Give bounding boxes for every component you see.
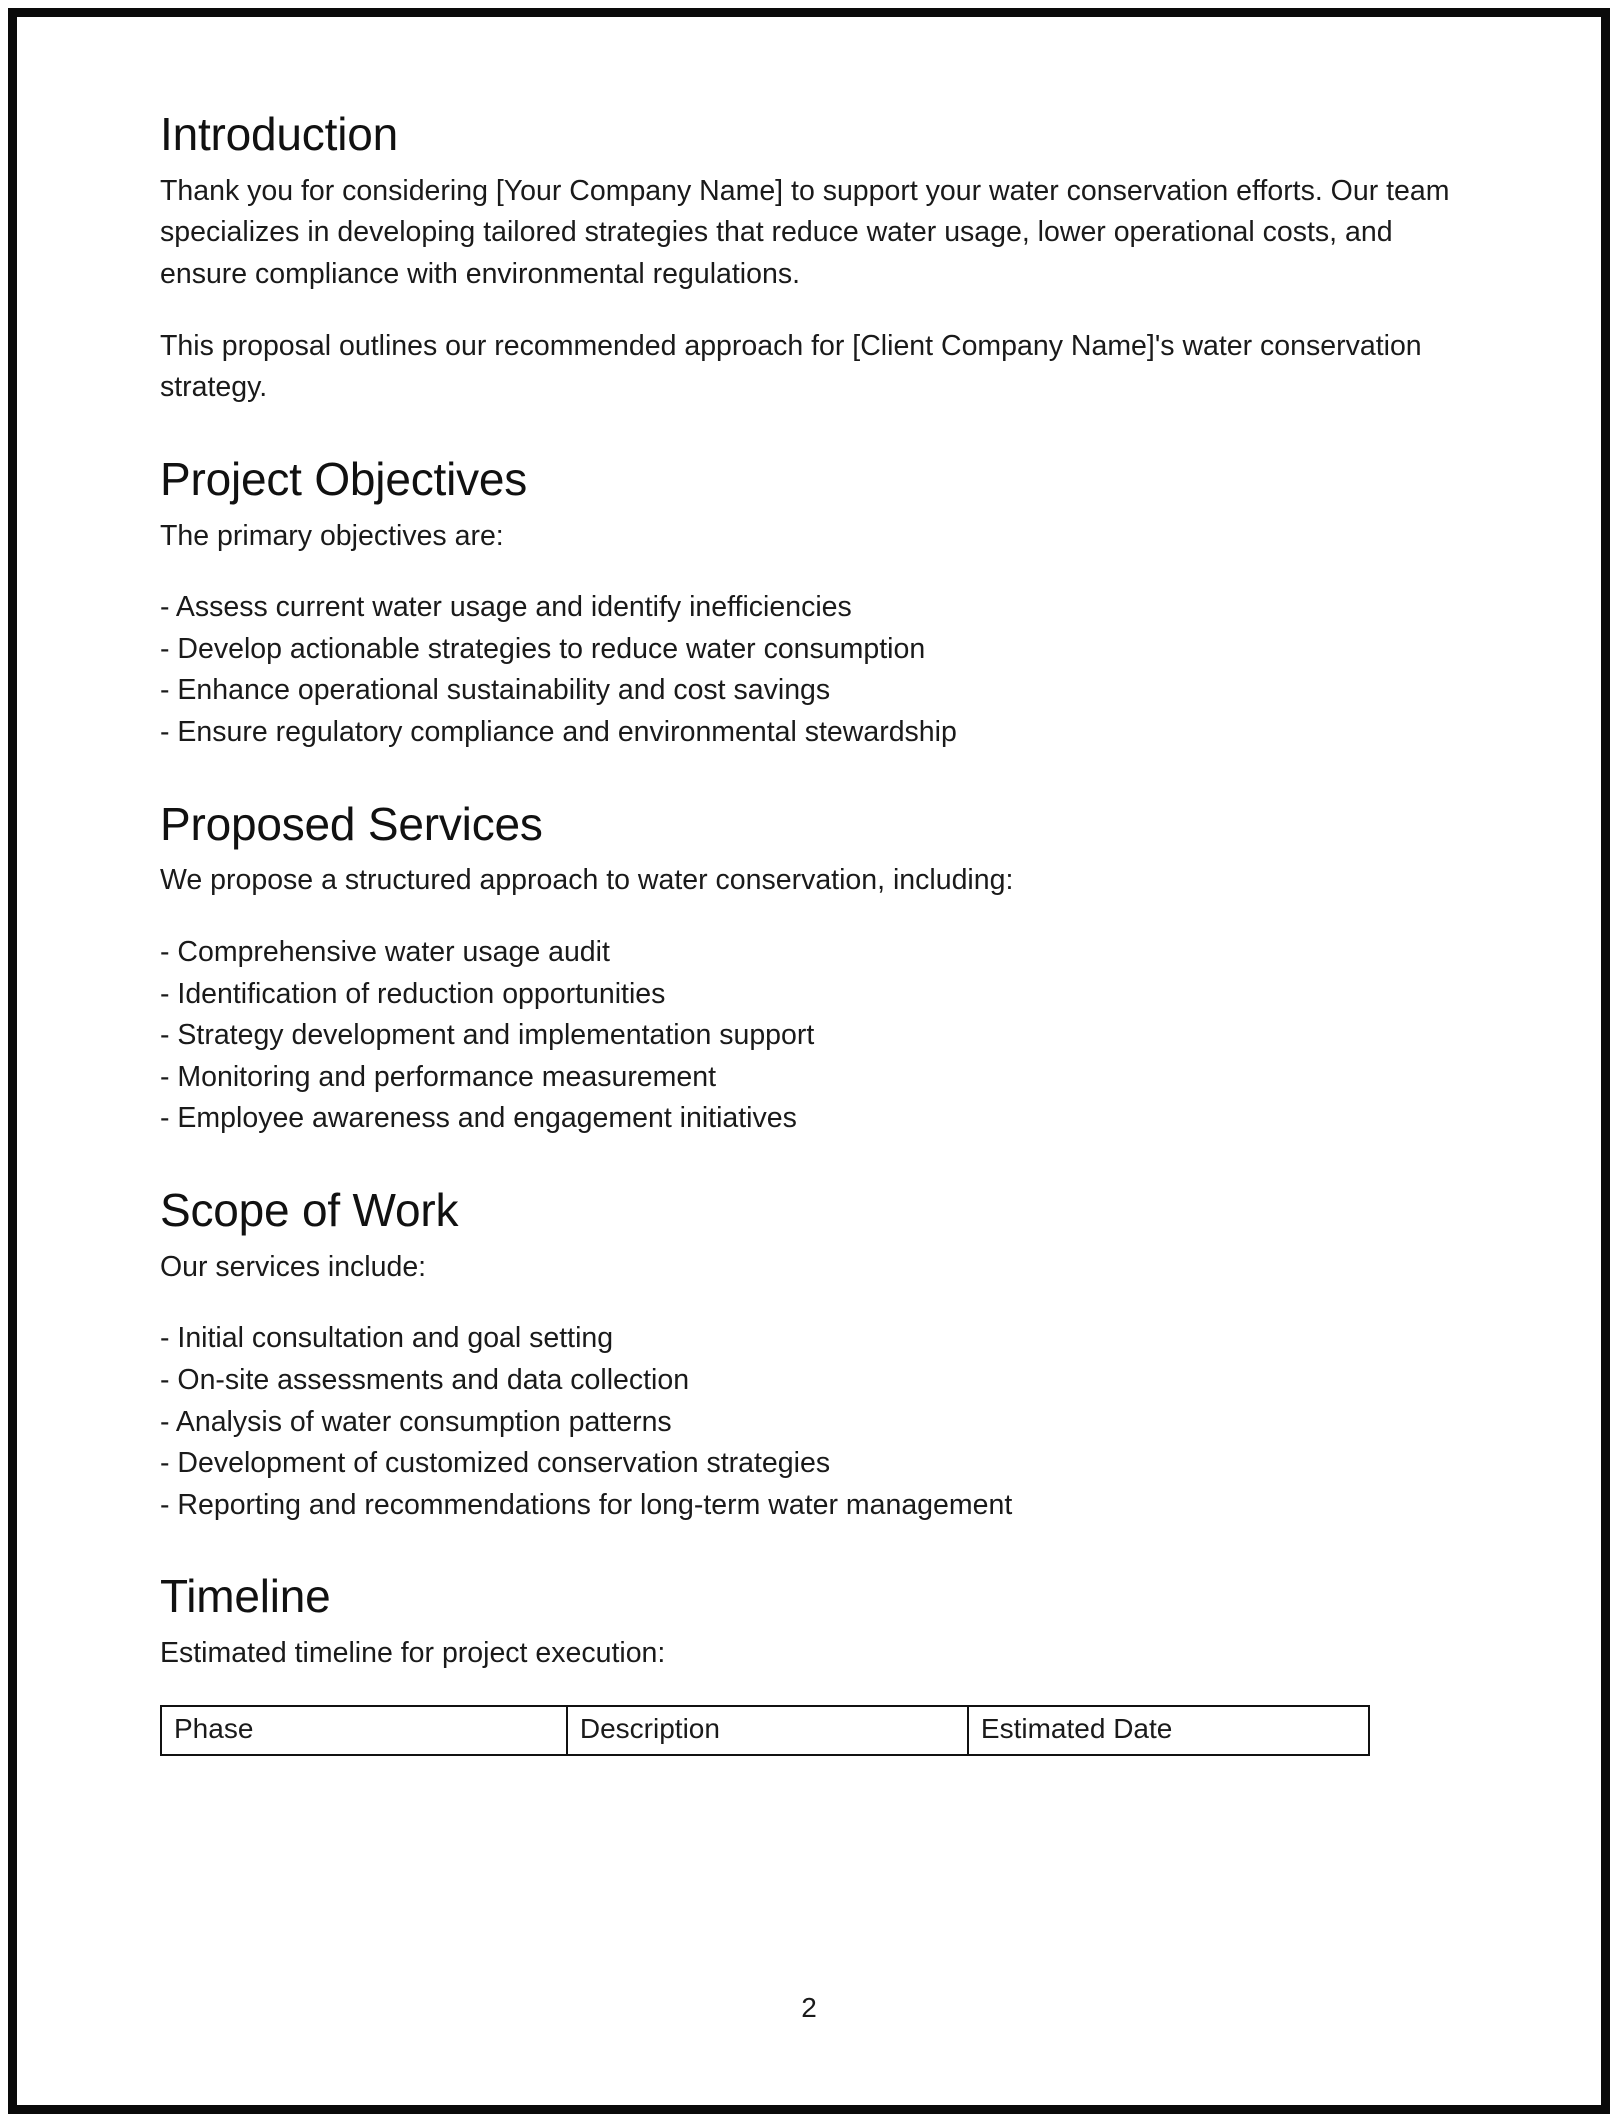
list-item: - Develop actionable strategies to reduce water consumption (160, 632, 926, 665)
table-header-row (161, 1706, 1369, 1755)
list-item: - Monitoring and performance measurement (160, 1060, 717, 1093)
section-proposed-services (160, 797, 1450, 1140)
list-item: - Initial consultation and goal setting (160, 1322, 614, 1355)
table-header-estimated-date: Estimated Date (968, 1706, 1369, 1755)
timeline-table (160, 1705, 1370, 1756)
section-introduction (160, 110, 1450, 409)
section-scope-of-work (160, 1186, 1450, 1526)
list-item: - Ensure regulatory compliance and environmental stewardship (160, 715, 957, 748)
list-item: - Reporting and recommendations for long-term water management (160, 1488, 1013, 1521)
heading-introduction: Introduction (160, 108, 398, 160)
list-item: - On-site assessments and data collection (160, 1363, 690, 1396)
project-objectives-intro: The primary objectives are: (160, 519, 504, 552)
heading-project-objectives: Project Objectives (160, 452, 528, 505)
list-item: - Identification of reduction opportunities (160, 977, 666, 1010)
heading-proposed-services: Proposed Services (160, 797, 543, 850)
table-header-description: Description (567, 1706, 968, 1755)
proposed-services-intro: We propose a structured approach to water conservation, including: (160, 864, 1014, 897)
introduction-paragraph-1: Thank you for considering [Your Company Name] to support your water conservation efforts. Our team specializes in developing tailored strategies that reduce water usage, lower operational costs, and ensure compliance with environmental regulations. (160, 174, 1450, 290)
list-item: - Development of customized conservation strategies (160, 1447, 831, 1480)
proposed-services-list (160, 932, 1450, 1140)
scope-of-work-intro: Our services include: (160, 1250, 427, 1283)
table-header-phase: Phase (161, 1706, 567, 1755)
list-item: - Employee awareness and engagement initiatives (160, 1102, 797, 1135)
section-timeline (160, 1572, 1450, 1755)
heading-scope-of-work: Scope of Work (160, 1184, 459, 1236)
list-item: - Strategy development and implementation support (160, 1019, 815, 1052)
introduction-paragraph-2: This proposal outlines our recommended approach for [Client Company Name]'s water conservation strategy. (160, 329, 1422, 404)
list-item: - Enhance operational sustainability and cost savings (160, 674, 831, 707)
list-item: - Comprehensive water usage audit (160, 935, 610, 968)
timeline-intro: Estimated timeline for project execution: (160, 1637, 666, 1670)
page-number-value: 2 (801, 1992, 817, 2023)
heading-timeline: Timeline (160, 1570, 331, 1623)
page-number-footer (0, 1992, 1622, 2024)
list-item: - Analysis of water consumption patterns (160, 1405, 672, 1438)
section-project-objectives (160, 452, 1450, 754)
list-item: - Assess current water usage and identify inefficiencies (160, 591, 852, 624)
project-objectives-list (160, 587, 1450, 753)
page-content (160, 110, 1450, 1756)
scope-of-work-list (160, 1318, 1450, 1526)
